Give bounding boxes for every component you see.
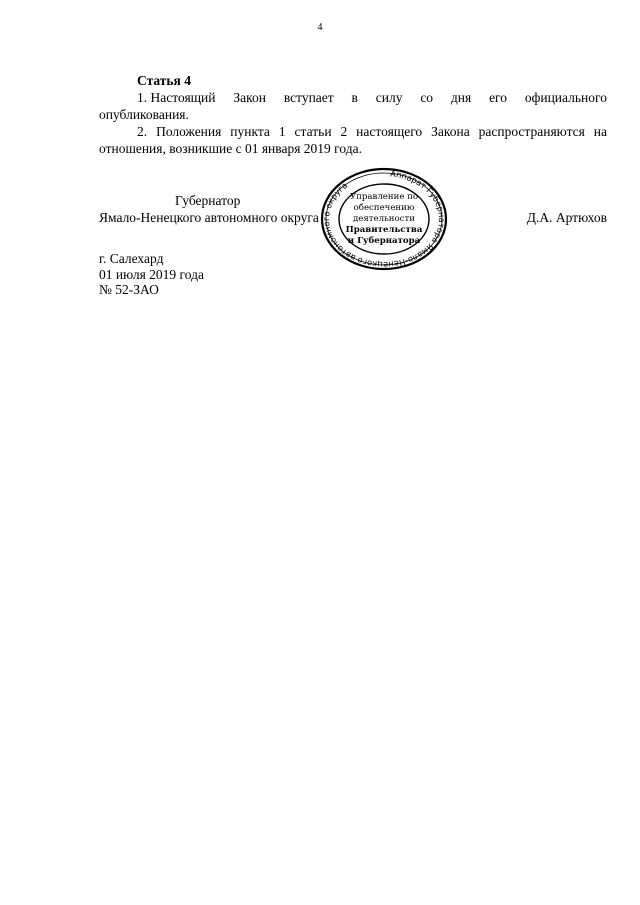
article-title: Статья 4: [137, 73, 191, 88]
city: г. Салехард: [99, 251, 164, 266]
word: его: [489, 90, 508, 105]
article-section: [99, 72, 607, 157]
word: официального: [524, 90, 607, 105]
page-number: 4: [317, 22, 323, 33]
governor-name: Д.А. Артюхов: [526, 210, 607, 225]
governor-region: Ямало-Ненецкого автономного округа: [99, 210, 319, 225]
official-seal-stamp: [318, 163, 450, 273]
stamp-center-line: Правительства: [345, 225, 423, 235]
word: вступает: [283, 90, 334, 105]
paragraph-1-line-1: [99, 89, 607, 106]
paragraph-1-line-2: опубликования.: [99, 107, 189, 122]
stamp-ring-text: Аппарат Губернатора Ямало-Ненецкого автономного округа: [320, 168, 448, 271]
stamp-center-line: Управление по: [349, 192, 419, 202]
law-number: № 52-ЗАО: [99, 282, 159, 297]
stamp-center-line: деятельности: [353, 214, 415, 224]
stamp-center-line: обеспечению: [353, 203, 415, 213]
paragraph-2: 2. Положения пункта 1 статьи 2 настоящего Закона распространяются на отношения, возникшие с 01 января 2019 года.: [99, 124, 607, 156]
word: Закон: [233, 90, 266, 105]
word: дня: [450, 90, 472, 105]
word: 1. Настоящий: [137, 90, 216, 105]
document-meta: [99, 251, 204, 298]
word: силу: [375, 90, 403, 105]
governor-title: Губернатор: [175, 193, 241, 208]
word: со: [420, 90, 434, 105]
stamp-center-line: и Губернатора: [347, 236, 421, 246]
word: в: [351, 90, 358, 105]
date: 01 июля 2019 года: [99, 266, 204, 282]
